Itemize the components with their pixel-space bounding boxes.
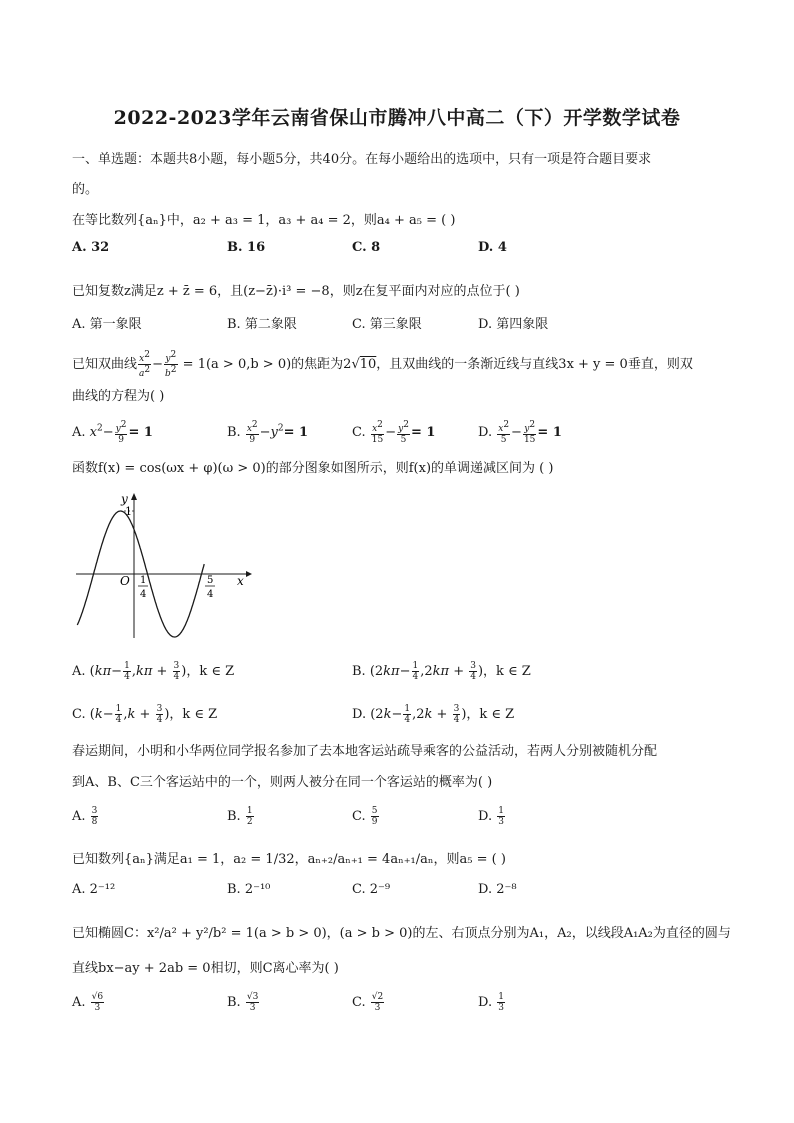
y-axis-arrow-icon [131, 493, 137, 500]
q7-option-c-label: C. [352, 995, 366, 1010]
q5-a-num: 3 [91, 806, 98, 816]
sqrt-icon: √ [351, 357, 360, 372]
q2-option-c: C. 第三象限 [352, 317, 422, 332]
q5-d-den: 3 [498, 817, 504, 827]
question-4: 函数f(x) = cos(ωx + φ)(ω > 0)的部分图象如图所示，则f(x)的单调递减区间为 ( ) [72, 461, 554, 476]
q3-frac-y: $\frac{y^2}{b^2}$ [165, 350, 177, 379]
q4-option-b-suffix: ，k ∈ Z [483, 664, 531, 679]
x-axis-label: x [237, 574, 244, 588]
q7-a-num: √6 [91, 992, 104, 1002]
q2-option-b: B. 第二象限 [227, 317, 297, 332]
y-axis-label: y [121, 492, 128, 506]
q2-option-d: D. 第四象限 [478, 317, 549, 332]
q6-option-d: D. 2⁻⁸ [478, 882, 517, 897]
section-header-line1: 一、单选题：本题共8小题，每小题5分，共40分。在每小题给出的选项中，只有一项是符合题目要求 [72, 152, 652, 167]
q4-option-c-suffix: ，k ∈ Z [169, 707, 218, 722]
q3-option-b-label: B. [227, 425, 241, 440]
q1-option-d: D. 4 [478, 240, 507, 255]
q3-option-a-label: A. [72, 425, 86, 440]
q4-option-a-label: A. [72, 664, 86, 679]
question-1-text: 在等比数列{aₙ}中，a₂ + a₃ = 1，a₃ + a₄ = 2，则a₄ + a₅ = ( ) [72, 213, 456, 228]
q5-option-a-label: A. [72, 809, 86, 824]
q7-d-num: 1 [498, 992, 504, 1002]
question-3-text-c: ，且双曲线的一条渐近线与直线3x + y = 0垂直，则双 [376, 357, 693, 372]
q7-option-c [352, 992, 385, 1013]
question-3-sqrt: 10 [359, 357, 377, 372]
q5-c-num: 5 [371, 806, 378, 816]
question-3-text-b: (a > 0,b > 0)的焦距为2 [205, 357, 352, 372]
question-3: 已知双曲线 $\frac{x^2}{a^2}$ − $\frac{y^2}{b^2}$ = 1(a > 0,b > 0)的焦距为2√10，且双曲线的一条渐近线与直线3x + y = 0垂直，则双 [72, 350, 693, 379]
question-7-line2: 直线bx−ay + 2ab = 0相切，则C离心率为( ) [72, 961, 339, 976]
q7-b-num: √3 [246, 992, 259, 1002]
q1-option-a: A. 32 [72, 240, 110, 255]
q3-option-b: B. $\frac{x^2}{9}$ $-y^2= 1$ [227, 420, 309, 445]
q3-option-c: C. $\frac{x^2}{15}$ − $\frac{y^2}{5}$ = 1 [352, 420, 436, 445]
q7-option-b [227, 992, 260, 1013]
q3-option-a: A. $x^2-$ $\frac{y^2}{9}$ = 1 [72, 420, 153, 445]
question-7-line1: 已知椭圆C：x²/a² + y²/b² = 1(a > b > 0)，(a > b > 0)的左、右顶点分别为A₁，A₂，以线段A₁A₂为直径的圆与 [72, 926, 731, 941]
q5-d-num: 1 [498, 806, 504, 816]
q6-option-c: C. 2⁻⁹ [352, 882, 391, 897]
q5-b-den: 2 [246, 817, 253, 827]
question-5-line1: 春运期间，小明和小华两位同学报名参加了去本地客运站疏导乘客的公益活动，若两人分别被随机分配 [72, 744, 658, 759]
q3-option-c-label: C. [352, 425, 366, 440]
x-axis-arrow-icon [246, 571, 252, 577]
q7-option-a [72, 992, 105, 1013]
q1-option-b: B. 16 [227, 240, 266, 255]
x-tick-2-den: 4 [207, 589, 214, 600]
question-2-text: 已知复数z满足z + z̄ = 6，且(z−z̄)·i³ = −8，则z在复平面内对应的点位于( ) [72, 284, 520, 299]
q4-option-a-suffix: ，k ∈ Z [186, 664, 235, 679]
page-title: 2022-2023学年云南省保山市腾冲八中高二（下）开学数学试卷 [113, 107, 681, 129]
q4-option-b: B. (2kπ− $\frac{1}{4}$ ,2kπ + $\frac{3}{4}$ )，k ∈ Z [352, 661, 531, 682]
q5-option-d [478, 806, 506, 827]
q7-option-a-label: A. [72, 995, 86, 1010]
q7-option-d [478, 992, 506, 1013]
q5-b-num: 1 [246, 806, 253, 816]
q5-a-den: 8 [91, 817, 98, 827]
q5-option-d-label: D. [478, 809, 493, 824]
x-tick-2-num: 5 [207, 575, 214, 586]
section-header-line2: 的。 [72, 182, 99, 197]
q4-option-c: C. (k− $\frac{1}{4}$ ,k + $\frac{3}{4}$ )，k ∈ Z [72, 704, 218, 725]
question-3-line2: 曲线的方程为( ) [72, 389, 165, 404]
q5-option-b [227, 806, 255, 827]
q5-c-den: 9 [371, 817, 378, 827]
q4-function-graph [74, 488, 254, 640]
q4-option-b-label: B. [352, 664, 366, 679]
q3-frac-x: $\frac{x^2}{a^2}$ [139, 350, 151, 379]
q4-option-d-suffix: ，k ∈ Z [466, 707, 515, 722]
q7-a-den: 3 [94, 1003, 101, 1013]
q4-option-d-label: D. [352, 707, 367, 722]
q3-option-d: D. $\frac{x^2}{5}$ − $\frac{y^2}{15}$ = 1 [478, 420, 562, 445]
q5-option-c [352, 806, 380, 827]
q5-option-a [72, 806, 99, 827]
q1-option-c: C. 8 [352, 240, 381, 255]
q6-option-a: A. 2⁻¹² [72, 882, 116, 897]
origin-label: O [120, 574, 130, 588]
question-3-text-a: 已知双曲线 [72, 357, 138, 372]
question-1 [72, 209, 455, 228]
q5-option-c-label: C. [352, 809, 366, 824]
question-6: 已知数列{aₙ}满足a₁ = 1，a₂ = 1/32，aₙ₊₂/aₙ₊₁ = 4aₙ₊₁/aₙ，则a₅ = ( ) [72, 852, 506, 867]
q7-option-d-label: D. [478, 995, 493, 1010]
q7-c-num: √2 [371, 992, 384, 1002]
question-5-line2: 到A、B、C三个客运站中的一个，则两人被分在同一个客运站的概率为( ) [72, 775, 493, 790]
x-tick-1-den: 4 [140, 589, 147, 600]
q7-option-b-label: B. [227, 995, 241, 1010]
q7-d-den: 3 [498, 1003, 504, 1013]
q7-c-den: 3 [374, 1003, 381, 1013]
q5-option-b-label: B. [227, 809, 241, 824]
q6-option-b: B. 2⁻¹⁰ [227, 882, 271, 897]
y-tick-label: 1 [125, 505, 132, 518]
x-tick-1-num: 1 [140, 575, 147, 586]
q2-option-a: A. 第一象限 [72, 317, 142, 332]
q7-b-den: 3 [249, 1003, 256, 1013]
question-2 [72, 280, 520, 299]
q3-option-d-label: D. [478, 425, 493, 440]
q4-option-c-label: C. [72, 707, 86, 722]
q4-option-d: D. (2k− $\frac{1}{4}$ ,2k + $\frac{3}{4}$ )，k ∈ Z [352, 704, 515, 725]
q4-option-a: A. (kπ− $\frac{1}{4}$ ,kπ + $\frac{3}{4}$ )，k ∈ Z [72, 661, 235, 682]
